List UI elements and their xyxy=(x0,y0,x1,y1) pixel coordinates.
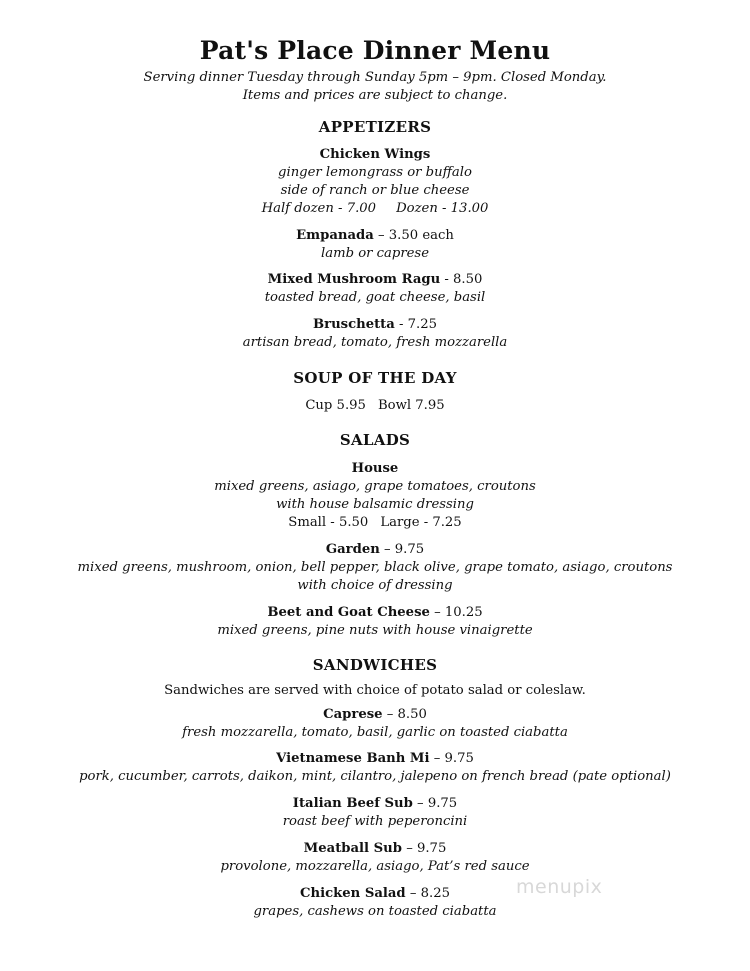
item-desc: lamb or caprese xyxy=(320,246,430,261)
item-name: Mixed Mushroom Ragu xyxy=(267,272,441,287)
watermark-logo: menupix xyxy=(516,876,603,898)
item-desc: ginger lemongrass or buffalo xyxy=(278,165,472,180)
item-banh-mi xyxy=(0,751,750,766)
section-heading-salads: SALADS xyxy=(339,431,411,449)
item-desc: with choice of dressing xyxy=(297,578,453,593)
item-price: – 9.75 xyxy=(412,796,458,811)
item-desc: fresh mozzarella, tomato, basil, garlic on toasted ciabatta xyxy=(182,725,568,740)
item-desc: artisan bread, tomato, fresh mozzarella xyxy=(242,335,508,350)
item-price: – 8.25 xyxy=(405,886,451,901)
item-name: Garden xyxy=(325,542,380,557)
item-name: House xyxy=(351,461,399,476)
sandwich-side-note: Sandwiches are served with choice of potato salad or coleslaw. xyxy=(164,683,586,698)
item-name: Bruschetta xyxy=(312,317,395,332)
price-bowl: Bowl 7.95 xyxy=(377,398,445,413)
item-name-chicken-wings xyxy=(0,147,750,162)
item-italian-beef xyxy=(0,796,750,811)
section-heading-soup: SOUP OF THE DAY xyxy=(293,369,457,387)
item-price: – 9.75 xyxy=(379,542,425,557)
hours-note: Serving dinner Tuesday through Sunday 5pm – 9pm. Closed Monday. xyxy=(143,70,607,85)
item-name: Caprese xyxy=(323,707,383,722)
item-name: Italian Beef Sub xyxy=(292,796,413,811)
item-desc: mixed greens, asiago, grape tomatoes, croutons xyxy=(214,479,536,494)
item-price: – 9.75 xyxy=(402,841,447,856)
section-heading-appetizers: APPETIZERS xyxy=(318,118,432,136)
price-small: Small - 5.50 xyxy=(288,515,369,530)
item-chicken-salad xyxy=(0,886,750,901)
item-bruschetta xyxy=(0,317,750,332)
item-name: Chicken Wings xyxy=(319,147,431,162)
item-price: – 9.75 xyxy=(429,751,474,766)
change-note: Items and prices are subject to change. xyxy=(242,88,508,103)
soup-prices xyxy=(0,398,750,413)
item-beet-salad xyxy=(0,605,750,620)
item-price: – 10.25 xyxy=(429,605,483,620)
item-desc: with house balsamic dressing xyxy=(276,497,474,512)
item-name: Vietnamese Banh Mi xyxy=(276,751,430,766)
item-price-row xyxy=(0,201,750,216)
page-title: Pat's Place Dinner Menu xyxy=(199,36,551,65)
item-price-row xyxy=(0,515,750,530)
item-desc: roast beef with peperoncini xyxy=(282,814,468,829)
item-mushroom-ragu xyxy=(0,272,750,287)
item-price: - 8.50 xyxy=(440,272,483,287)
item-caprese xyxy=(0,707,750,722)
item-desc: mixed greens, pine nuts with house vinaigrette xyxy=(217,623,533,638)
item-price: – 8.50 xyxy=(382,707,427,722)
item-desc: grapes, cashews on toasted ciabatta xyxy=(253,904,497,919)
item-empanada xyxy=(0,228,750,243)
item-price: - 7.25 xyxy=(394,317,438,332)
price-dozen: Dozen - 13.00 xyxy=(396,201,489,216)
item-desc: toasted bread, goat cheese, basil xyxy=(264,290,486,305)
item-desc: pork, cucumber, carrots, daikon, mint, cilantro, jalepeno on french bread (pate optional) xyxy=(79,769,671,784)
item-desc: mixed greens, mushroom, onion, bell pepper, black olive, grape tomato, asiago, croutons xyxy=(77,560,673,575)
item-garden-salad xyxy=(0,542,750,557)
item-house-salad xyxy=(0,461,750,476)
item-desc: provolone, mozzarella, asiago, Pat’s red sauce xyxy=(220,859,530,874)
price-large: Large - 7.25 xyxy=(380,515,462,530)
item-name: Chicken Salad xyxy=(299,886,406,901)
item-meatball-sub xyxy=(0,841,750,856)
item-name: Beet and Goat Cheese xyxy=(267,605,430,620)
section-heading-sandwiches: SANDWICHES xyxy=(312,656,438,674)
item-desc: side of ranch or blue cheese xyxy=(280,183,470,198)
price-half-dozen: Half dozen - 7.00 xyxy=(261,201,377,216)
price-cup: Cup 5.95 xyxy=(305,398,366,413)
item-price: – 3.50 each xyxy=(373,228,454,243)
item-name: Empanada xyxy=(296,228,374,243)
item-name: Meatball Sub xyxy=(303,841,402,856)
